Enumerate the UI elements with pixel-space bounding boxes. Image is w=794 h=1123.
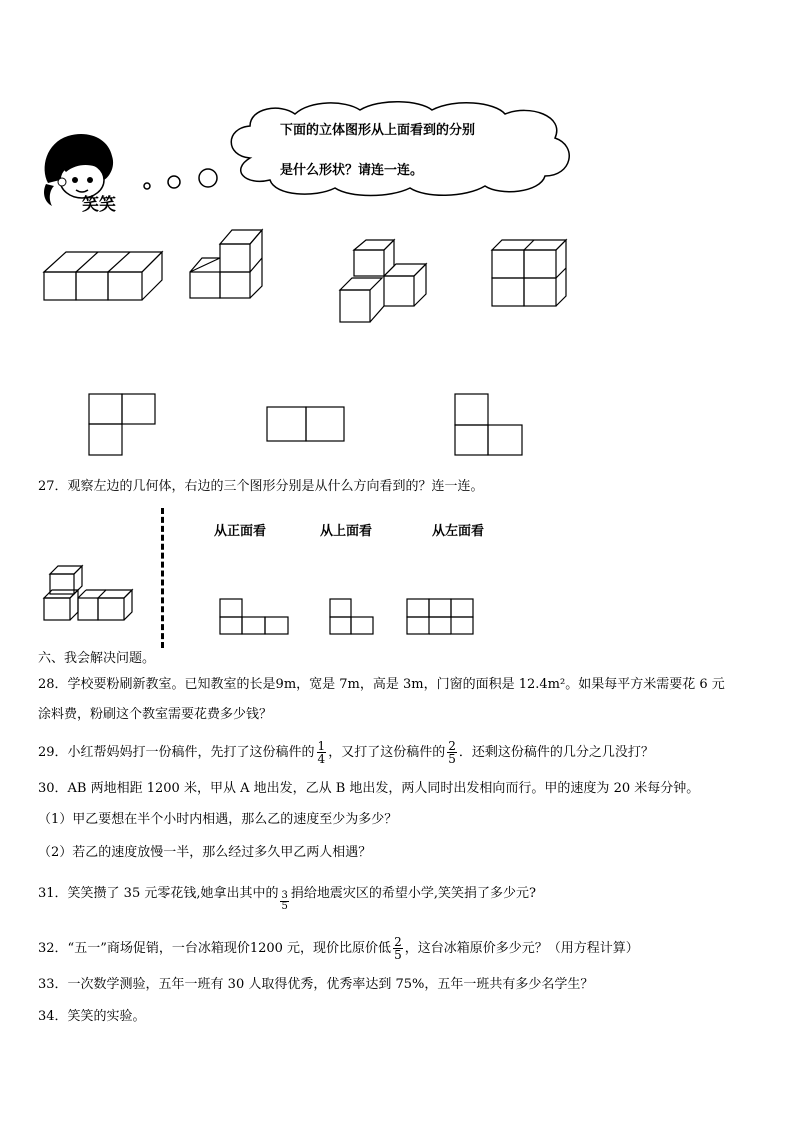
bubble-line-1: 下面的立体图形从上面看到的分别 xyxy=(280,123,476,138)
view-label-top: 从上面看 xyxy=(320,524,373,539)
question-30-sub-1: （1）甲乙要想在半个小时内相遇，那么乙的速度至少为多少？ xyxy=(38,812,398,827)
question-28-line-2: 涂料费，粉刷这个教室需要花费多少钱？ xyxy=(38,707,273,722)
question-29 xyxy=(38,738,654,768)
section-6-heading: 六、我会解决问题。 xyxy=(38,651,156,666)
fraction-two-fifths-q32: $\frac{2}{5}$ xyxy=(394,935,402,962)
view-figure-1 xyxy=(219,598,291,636)
solid-figure-1 xyxy=(42,246,132,306)
q31-text-2: 捐给地震灾区的希望小学,笑笑捐了多少元? xyxy=(290,886,536,901)
question-30: 30．AB 两地相距 1200 米，甲从 A 地出发，乙从 B 地出发，两人同时出发相向而行。甲的速度为 20 米每分钟。 xyxy=(38,781,700,796)
view-label-left: 从左面看 xyxy=(432,524,485,539)
solid-figure-2 xyxy=(188,228,268,303)
view-figure-2 xyxy=(329,598,377,636)
fraction-one-quarter: $\frac{1}{4}$ xyxy=(317,739,326,766)
thought-dots xyxy=(140,164,220,194)
q29-text-1: 29．小红帮妈妈打一份稿件，先打了这份稿件的 xyxy=(38,745,315,760)
view-figure-3 xyxy=(406,598,476,636)
fraction-three-fifths: $\frac{3}{5}$ xyxy=(281,890,288,912)
geometric-body xyxy=(42,564,142,626)
q29-text-2: ，又打了这份稿件的 xyxy=(328,745,446,760)
question-32 xyxy=(38,934,639,964)
question-34: 34．笑笑的实验。 xyxy=(38,1009,146,1024)
top-view-c xyxy=(454,393,526,457)
character-label: 笑笑 xyxy=(82,195,116,215)
dashed-divider xyxy=(161,508,164,648)
bubble-line-2: 是什么形状？请连一连。 xyxy=(280,163,424,178)
q29-text-3: ．还剩这份稿件的几分之几没打？ xyxy=(458,745,654,760)
question-33: 33．一次数学测验，五年一班有 30 人取得优秀，优秀率达到 75%，五年一班共有多少名学生？ xyxy=(38,977,594,992)
q32-text-2: ，这台冰箱原价多少元？（用方程计算） xyxy=(404,941,639,956)
thought-cloud xyxy=(220,98,580,198)
top-view-a xyxy=(88,393,158,457)
fraction-two-fifths: $\frac{2}{5}$ xyxy=(448,739,456,766)
question-30-sub-2: （2）若乙的速度放慢一半，那么经过多久甲乙两人相遇？ xyxy=(38,845,372,860)
q32-text-1: 32．“五一”商场促销，一台冰箱现价1200 元，现价比原价低 xyxy=(38,941,392,956)
question-31 xyxy=(38,876,536,912)
q31-text-1: 31．笑笑攒了 35 元零花钱,她拿出其中的 xyxy=(38,886,279,901)
view-label-front: 从正面看 xyxy=(214,524,267,539)
solid-figure-4 xyxy=(490,238,570,310)
question-28-line-1: 28．学校要粉刷新教室。已知教室的长是9m，宽是 7m，高是 3m，门窗的面积是 12.4m²。如果每平方米需要花 6 元 xyxy=(38,677,725,692)
question-27: 27．观察左边的几何体，右边的三个图形分别是从什么方向看到的？连一连。 xyxy=(38,479,484,494)
solid-figure-3 xyxy=(338,238,433,326)
top-view-b xyxy=(266,406,346,444)
